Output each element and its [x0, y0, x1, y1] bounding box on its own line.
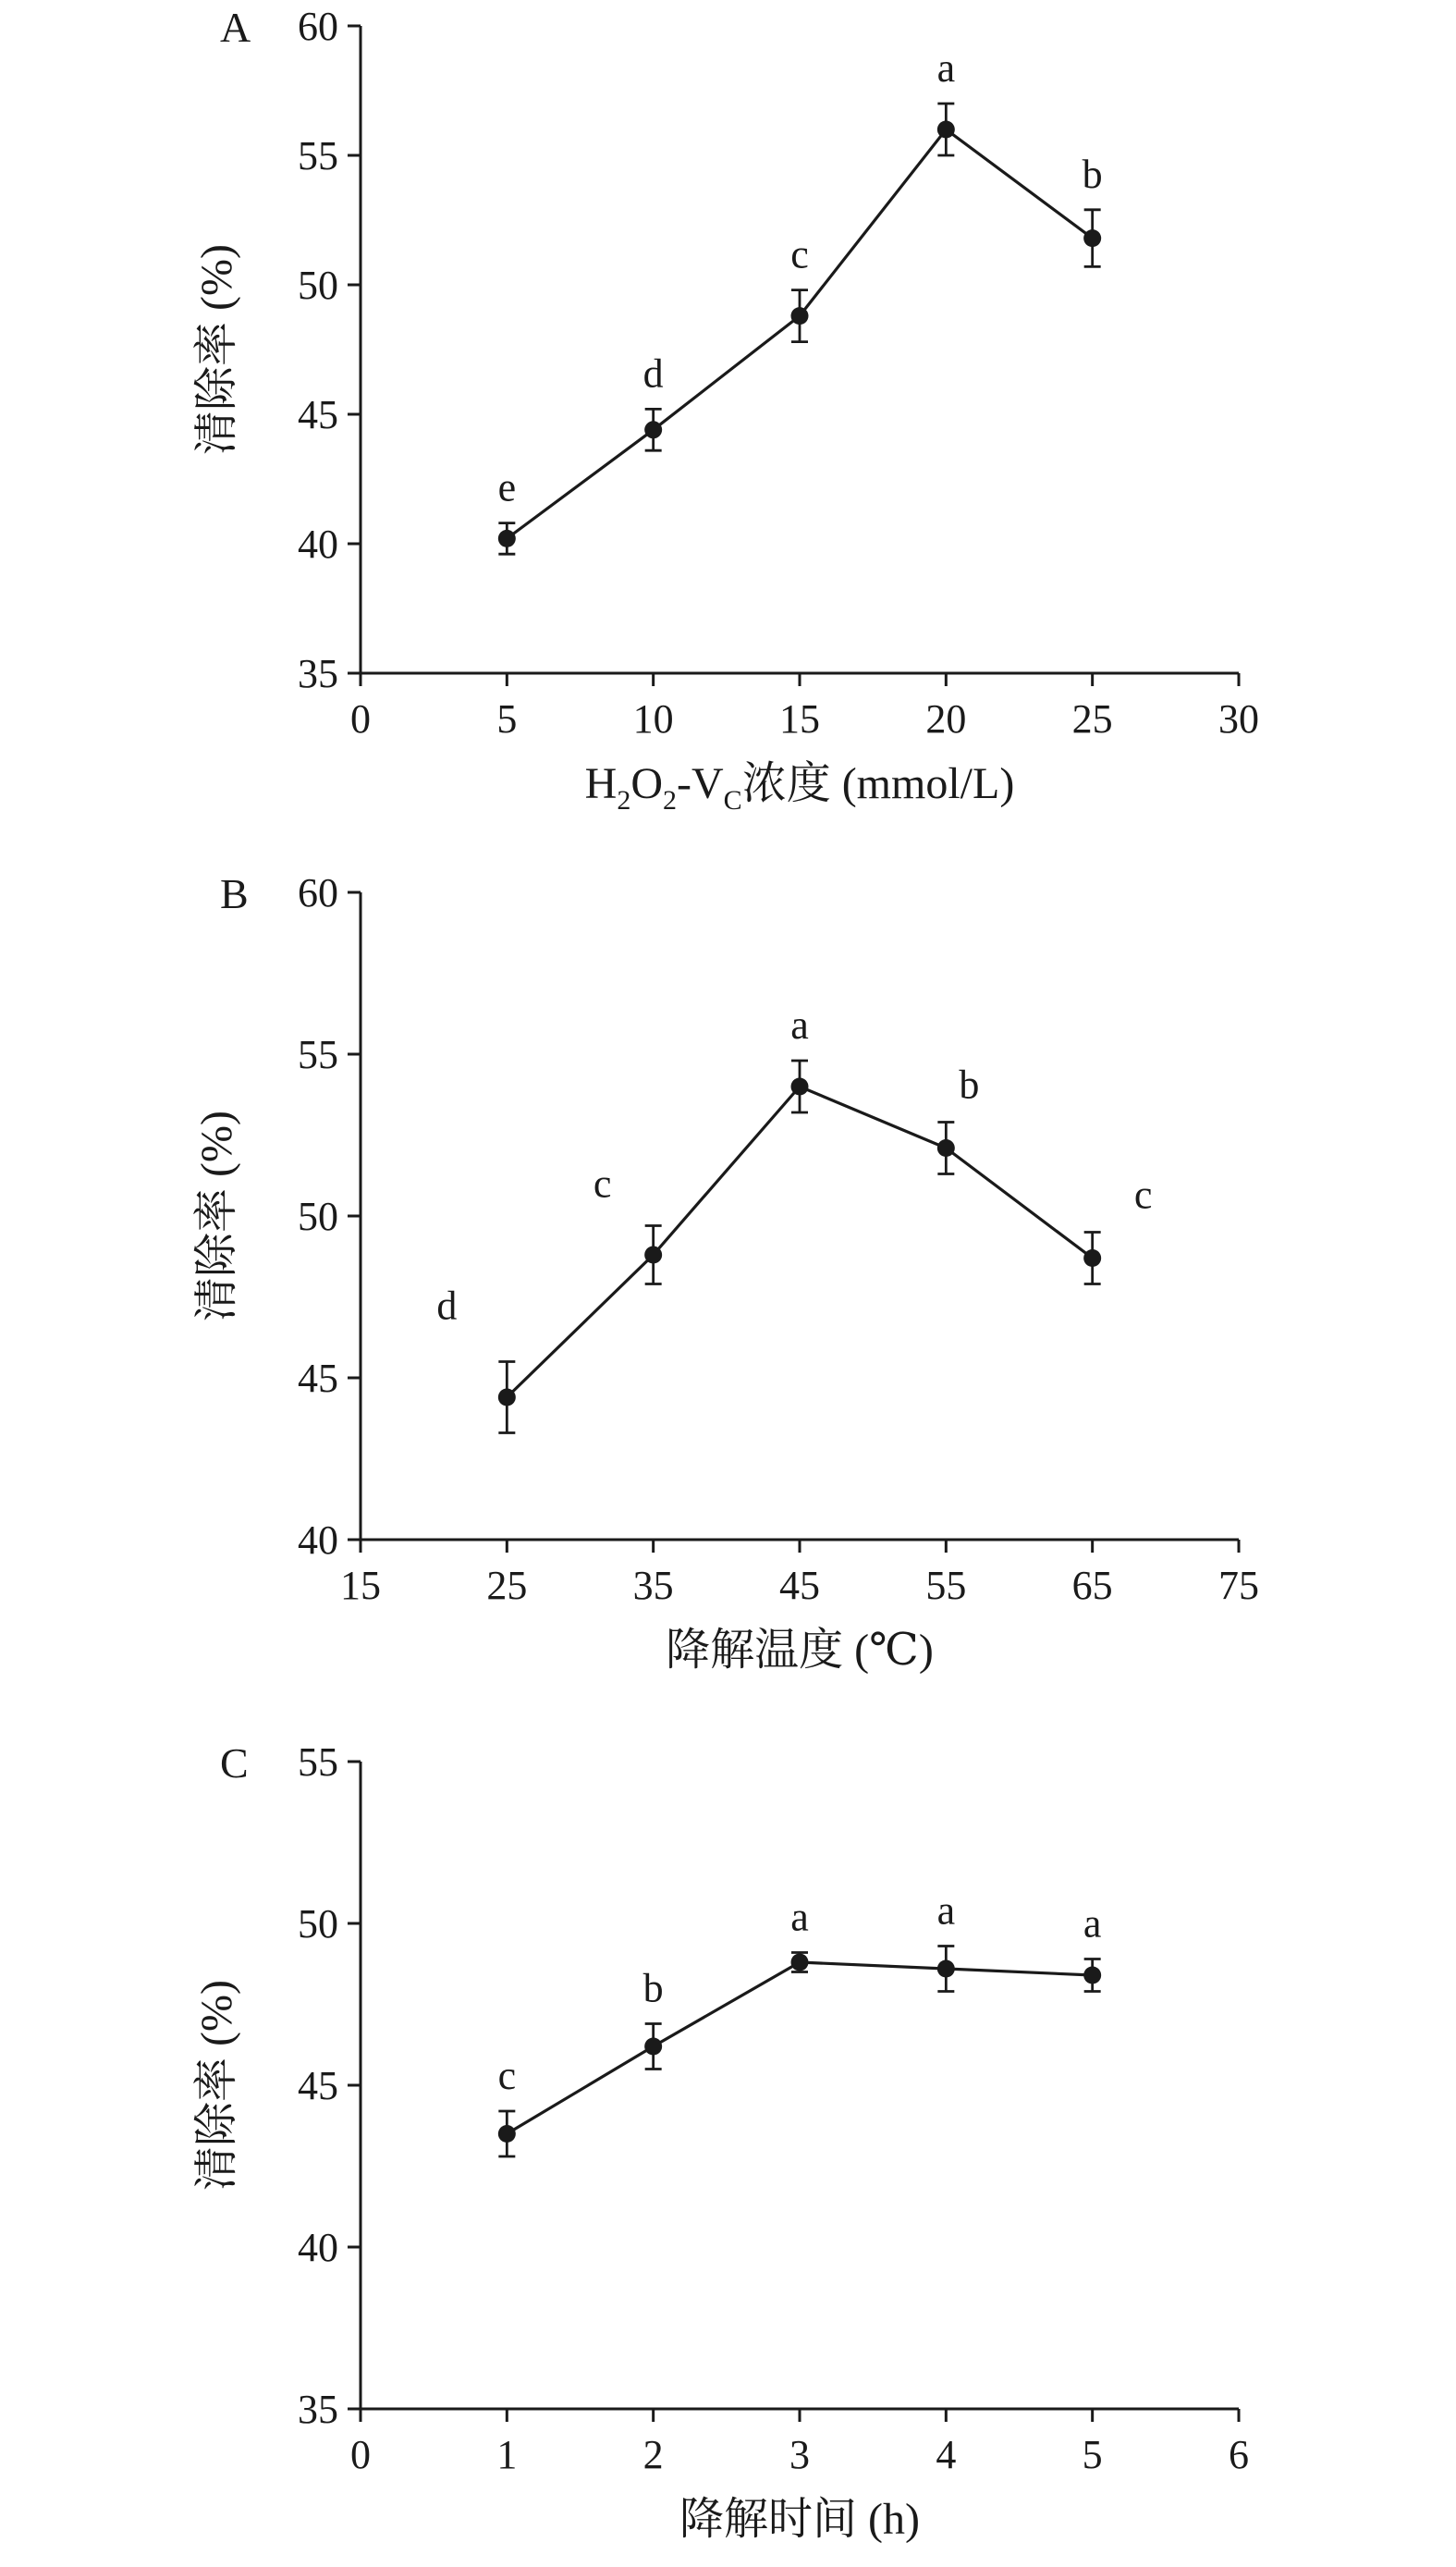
x-axis-title-subscript: 2: [617, 785, 631, 816]
x-tick-label: 10: [632, 696, 674, 742]
x-tick-label: 25: [1071, 696, 1113, 742]
significance-letter: c: [497, 2053, 517, 2098]
x-tick-label: 1: [496, 2432, 518, 2477]
y-tick-label: 45: [298, 1356, 338, 1401]
significance-letter: d: [642, 350, 664, 397]
x-tick-label: 4: [936, 2432, 957, 2477]
x-tick-label: 35: [632, 1563, 674, 1608]
y-tick-label: 60: [298, 4, 338, 49]
data-point: [937, 1960, 955, 1978]
data-point: [791, 1954, 809, 1971]
x-tick-label: 75: [1218, 1563, 1259, 1608]
data-point: [1083, 1967, 1101, 1984]
x-tick-label: 65: [1071, 1563, 1113, 1608]
data-point: [498, 530, 516, 547]
significance-letter: c: [790, 231, 809, 277]
series-line: [507, 1962, 1092, 2134]
x-tick-label: 0: [350, 696, 371, 742]
y-tick-label: 35: [298, 2387, 338, 2432]
y-tick-label: 60: [298, 870, 338, 915]
significance-letter: e: [497, 464, 517, 510]
x-tick-label: 15: [779, 696, 820, 742]
significance-letter: c: [1133, 1172, 1153, 1218]
panel-label: A: [220, 4, 251, 51]
y-tick-label: 55: [298, 1032, 338, 1077]
significance-letter: a: [790, 1894, 809, 1940]
y-tick-label: 45: [298, 2063, 338, 2108]
x-tick-label: 20: [925, 696, 967, 742]
x-axis-title-part: -V: [677, 759, 724, 808]
x-tick-label: 15: [340, 1563, 381, 1608]
chart-panel-c: [192, 1739, 1249, 2544]
significance-letter: a: [790, 1002, 809, 1048]
x-axis-title-part: 降解时间 (h): [679, 2495, 920, 2544]
chart-panel-a: [192, 4, 1259, 816]
data-point: [937, 121, 955, 139]
data-point: [498, 2125, 516, 2143]
y-tick-label: 50: [298, 263, 338, 308]
significance-letter: a: [936, 1887, 956, 1934]
x-tick-label: 6: [1229, 2432, 1249, 2477]
data-point: [791, 1078, 809, 1096]
x-axis-title-part: 降解温度 (℃): [666, 1626, 934, 1675]
x-tick-label: 3: [789, 2432, 810, 2477]
x-tick-label: 0: [350, 2432, 371, 2477]
significance-letter: b: [959, 1062, 980, 1108]
y-axis-title: 清除率 (%): [192, 244, 241, 455]
x-tick-label: 2: [642, 2432, 664, 2477]
x-axis-title-subscript: 2: [663, 785, 678, 816]
x-tick-label: 55: [925, 1563, 967, 1608]
y-axis-title: 清除率 (%): [192, 1980, 241, 2191]
x-tick-label: 30: [1218, 696, 1259, 742]
y-tick-label: 35: [298, 651, 338, 696]
data-point: [1083, 1249, 1101, 1267]
data-point: [1083, 229, 1101, 247]
x-axis-title: [585, 759, 1015, 816]
significance-letter: b: [642, 1965, 664, 2011]
data-point: [937, 1139, 955, 1157]
y-tick-label: 50: [298, 1194, 338, 1239]
y-tick-label: 40: [298, 522, 338, 567]
data-point: [498, 1389, 516, 1406]
x-axis-title-subscript: C: [723, 785, 742, 816]
x-axis-title-part: H: [584, 759, 618, 808]
x-axis-title: [679, 2495, 920, 2544]
significance-letter: d: [436, 1283, 458, 1329]
significance-letter: c: [593, 1161, 612, 1207]
series-line: [507, 1087, 1092, 1397]
x-tick-label: 25: [486, 1563, 528, 1608]
data-point: [644, 2038, 662, 2056]
y-tick-label: 40: [298, 1517, 338, 1563]
significance-letter: b: [1082, 151, 1103, 197]
x-tick-label: 45: [779, 1563, 820, 1608]
x-axis-title-part: O: [630, 759, 664, 808]
y-tick-label: 50: [298, 1901, 338, 1947]
significance-letter: a: [1083, 1900, 1102, 1947]
data-point: [644, 1247, 662, 1264]
y-tick-label: 40: [298, 2225, 338, 2270]
chart-panel-b: [192, 870, 1259, 1675]
significance-letter: a: [936, 45, 956, 91]
y-tick-label: 55: [298, 133, 338, 178]
x-tick-label: 5: [1082, 2432, 1103, 2477]
panel-label: B: [220, 870, 249, 917]
panel-label: C: [220, 1739, 249, 1787]
data-point: [644, 421, 662, 438]
y-axis-title: 清除率 (%): [192, 1111, 241, 1321]
data-point: [791, 307, 809, 325]
x-axis-title-part: 浓度 (mmol/L): [741, 759, 1015, 808]
x-axis-title: [666, 1626, 934, 1675]
x-tick-label: 5: [496, 696, 518, 742]
y-tick-label: 45: [298, 392, 338, 437]
y-tick-label: 55: [298, 1739, 338, 1785]
